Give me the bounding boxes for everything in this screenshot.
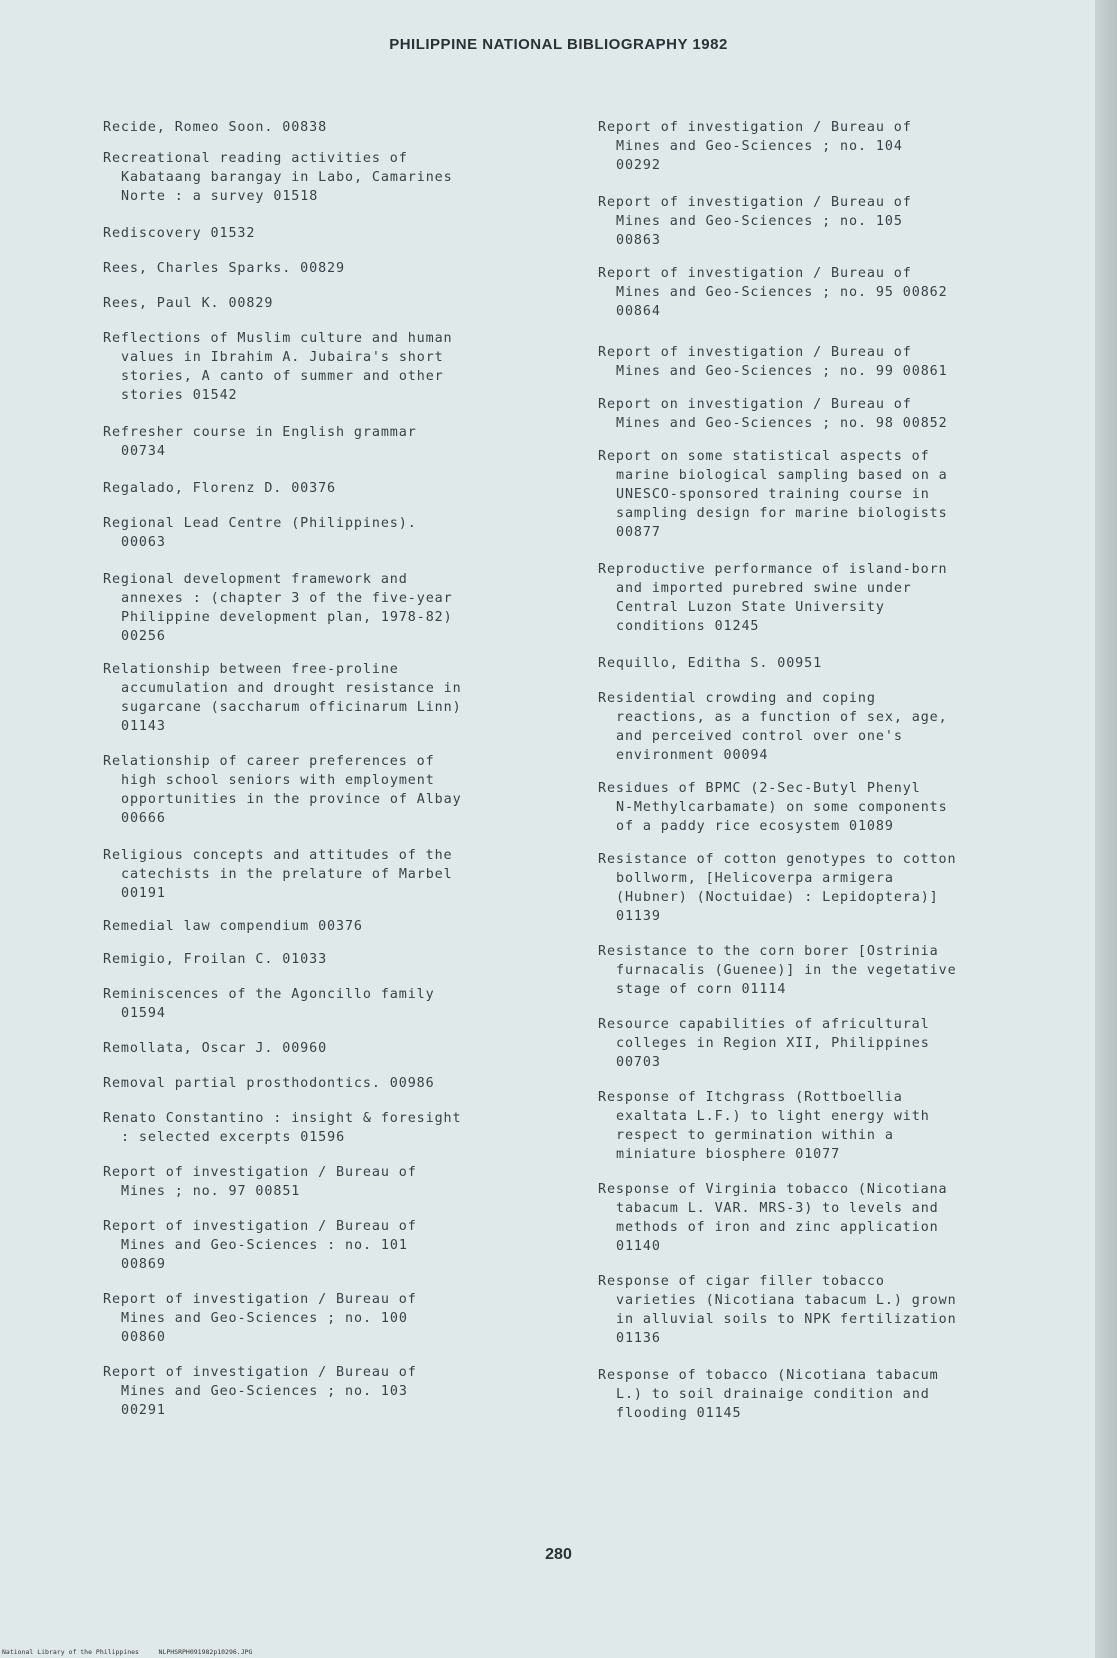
bibliography-entry	[103, 1363, 563, 1420]
bibliography-entry	[598, 850, 1058, 926]
entry-continuation-line: varieties (Nicotiana tabacum L.) grown	[616, 1293, 957, 1308]
entry-continuation-line: Mines and Geo-Sciences ; no. 103	[121, 1384, 408, 1399]
entry-continuation-line: opportunities in the province of Albay	[121, 792, 462, 807]
bibliography-entry	[598, 193, 1058, 250]
entry-continuation-line: 00869	[121, 1257, 166, 1272]
bibliography-entry	[598, 447, 1058, 542]
entry-continuation-line: Mines and Geo-Sciences ; no. 95 00862	[616, 285, 948, 300]
entry-heading-line: Reflections of Muslim culture and human	[103, 331, 453, 346]
entry-heading-line: Report of investigation / Bureau of	[598, 345, 912, 360]
bibliography-entry	[598, 560, 1058, 636]
entry-heading-line: Remollata, Oscar J. 00960	[103, 1041, 328, 1056]
bibliography-entry	[103, 423, 563, 461]
entry-heading-line: Residues of BPMC (2-Sec-Butyl Phenyl	[598, 781, 921, 796]
bibliography-entry	[103, 985, 563, 1023]
entry-continuation-line: and perceived control over one's	[616, 729, 903, 744]
bibliography-entry	[598, 395, 1058, 433]
entry-heading-line: Report of investigation / Bureau of	[103, 1219, 417, 1234]
entry-heading-line: Relationship between free-proline	[103, 662, 399, 677]
entry-heading-line: Relationship of career preferences of	[103, 754, 435, 769]
right-column	[598, 118, 1058, 1423]
bibliography-entry	[598, 343, 1058, 381]
entry-continuation-line: Mines ; no. 97 00851	[121, 1184, 301, 1199]
bibliography-entry	[103, 1039, 563, 1058]
page-title: PHILIPPINE NATIONAL BIBLIOGRAPHY 1982	[389, 36, 728, 53]
bibliography-entry	[598, 1088, 1058, 1164]
entry-heading-line: Rees, Paul K. 00829	[103, 296, 274, 311]
entry-continuation-line: 00877	[616, 525, 661, 540]
scan-footer-note: National Library of the Philippines NLPHSRPH091982p10296.JPG	[2, 1648, 253, 1656]
entry-continuation-line: sampling design for marine biologists	[616, 506, 948, 521]
entry-continuation-line: tabacum L. VAR. MRS-3) to levels and	[616, 1201, 939, 1216]
bibliography-entry	[598, 1272, 1058, 1348]
entry-heading-line: Response of Virginia tobacco (Nicotiana	[598, 1182, 948, 1197]
bibliography-entry	[103, 118, 563, 137]
entry-heading-line: Resistance to the corn borer [Ostrinia	[598, 944, 939, 959]
bibliography-entry	[103, 1074, 563, 1093]
entry-continuation-line: 00734	[121, 444, 166, 459]
bibliography-entry	[598, 1366, 1058, 1423]
bibliography-entry	[103, 846, 563, 903]
entry-continuation-line: 00860	[121, 1330, 166, 1345]
page-edge-shadow	[1095, 0, 1117, 1658]
entry-continuation-line: reactions, as a function of sex, age,	[616, 710, 948, 725]
entry-heading-line: Regalado, Florenz D. 00376	[103, 481, 337, 496]
entry-heading-line: Requillo, Editha S. 00951	[598, 656, 823, 671]
entry-heading-line: Report on some statistical aspects of	[598, 449, 930, 464]
entry-continuation-line: furnacalis (Guenee)] in the vegetative	[616, 963, 957, 978]
entry-continuation-line: 01139	[616, 909, 661, 924]
bibliography-entry	[598, 264, 1058, 321]
entry-continuation-line: stories 01542	[121, 388, 238, 403]
entry-heading-line: Residential crowding and coping	[598, 691, 876, 706]
entry-continuation-line: exaltata L.F.) to light energy with	[616, 1109, 930, 1124]
entry-continuation-line: L.) to soil drainaige condition and	[616, 1387, 930, 1402]
entry-continuation-line: and imported purebred swine under	[616, 581, 912, 596]
entry-continuation-line: bollworm, [Helicoverpa armigera	[616, 871, 894, 886]
entry-heading-line: Resistance of cotton genotypes to cotton	[598, 852, 957, 867]
entry-heading-line: Reproductive performance of island-born	[598, 562, 948, 577]
bibliography-entry	[103, 1217, 563, 1274]
entry-continuation-line: : selected excerpts 01596	[121, 1130, 346, 1145]
entry-continuation-line: Kabataang barangay in Labo, Camarines	[121, 170, 453, 185]
entry-heading-line: Refresher course in English grammar	[103, 425, 417, 440]
entry-continuation-line: Mines and Geo-Sciences ; no. 98 00852	[616, 416, 948, 431]
entry-continuation-line: values in Ibrahim A. Jubaira's short	[121, 350, 444, 365]
entry-heading-line: Rediscovery 01532	[103, 226, 256, 241]
entry-continuation-line: marine biological sampling based on a	[616, 468, 948, 483]
entry-continuation-line: Philippine development plan, 1978-82)	[121, 610, 453, 625]
entry-continuation-line: Mines and Geo-Sciences : no. 101	[121, 1238, 408, 1253]
entry-heading-line: Report of investigation / Bureau of	[598, 120, 912, 135]
entry-heading-line: Recreational reading activities of	[103, 151, 408, 166]
entry-heading-line: Remedial law compendium 00376	[103, 919, 363, 934]
entry-continuation-line: methods of iron and zinc application	[616, 1220, 939, 1235]
entry-heading-line: Report on investigation / Bureau of	[598, 397, 912, 412]
entry-continuation-line: UNESCO-sponsored training course in	[616, 487, 930, 502]
entry-heading-line: Rees, Charles Sparks. 00829	[103, 261, 345, 276]
bibliography-entry	[598, 654, 1058, 673]
entry-heading-line: Report of investigation / Bureau of	[103, 1365, 417, 1380]
bibliography-entry	[598, 942, 1058, 999]
left-column	[103, 118, 563, 1420]
bibliography-entry	[598, 779, 1058, 836]
entry-heading-line: Regional Lead Centre (Philippines).	[103, 516, 417, 531]
bibliography-entry	[103, 1163, 563, 1201]
entry-continuation-line: in alluvial soils to NPK fertilization	[616, 1312, 957, 1327]
entry-heading-line: Regional development framework and	[103, 572, 408, 587]
entry-continuation-line: colleges in Region XII, Philippines	[616, 1036, 930, 1051]
entry-continuation-line: flooding 01145	[616, 1406, 742, 1421]
entry-heading-line: Response of tobacco (Nicotiana tabacum	[598, 1368, 939, 1383]
entry-heading-line: Response of cigar filler tobacco	[598, 1274, 885, 1289]
entry-continuation-line: Mines and Geo-Sciences ; no. 100	[121, 1311, 408, 1326]
bibliography-entry	[598, 118, 1058, 175]
entry-continuation-line: accumulation and drought resistance in	[121, 681, 462, 696]
bibliography-entry	[103, 570, 563, 646]
entry-continuation-line: Mines and Geo-Sciences ; no. 104	[616, 139, 903, 154]
entry-heading-line: Report of investigation / Bureau of	[598, 195, 912, 210]
entry-continuation-line: 00863	[616, 233, 661, 248]
entry-continuation-line: N-Methylcarbamate) on some components	[616, 800, 948, 815]
entry-continuation-line: 00191	[121, 886, 166, 901]
entry-continuation-line: miniature biosphere 01077	[616, 1147, 841, 1162]
bibliography-entry	[103, 917, 563, 936]
entry-continuation-line: 00703	[616, 1055, 661, 1070]
bibliography-entry	[103, 479, 563, 498]
bibliography-entry	[598, 689, 1058, 765]
entry-continuation-line: environment 00094	[616, 748, 769, 763]
bibliography-entry	[103, 294, 563, 313]
bibliography-entry	[103, 660, 563, 736]
entry-continuation-line: of a paddy rice ecosystem 01089	[616, 819, 894, 834]
bibliography-entry	[103, 514, 563, 552]
entry-heading-line: Response of Itchgrass (Rottboellia	[598, 1090, 903, 1105]
entry-heading-line: Renato Constantino : insight & foresight	[103, 1111, 462, 1126]
bibliography-entry	[103, 752, 563, 828]
entry-heading-line: Resource capabilities of africultural	[598, 1017, 930, 1032]
entry-continuation-line: 01143	[121, 719, 166, 734]
entry-continuation-line: conditions 01245	[616, 619, 760, 634]
entry-continuation-line: catechists in the prelature of Marbel	[121, 867, 453, 882]
entry-heading-line: Removal partial prosthodontics. 00986	[103, 1076, 435, 1091]
entry-heading-line: Report of investigation / Bureau of	[103, 1292, 417, 1307]
entry-continuation-line: (Hubner) (Noctuidae) : Lepidoptera)]	[616, 890, 939, 905]
entry-continuation-line: 00864	[616, 304, 661, 319]
entry-continuation-line: Norte : a survey 01518	[121, 189, 319, 204]
entry-heading-line: Remigio, Froilan C. 01033	[103, 952, 328, 967]
entry-continuation-line: 01140	[616, 1239, 661, 1254]
bibliography-entry	[103, 1290, 563, 1347]
bibliography-entry	[103, 149, 563, 206]
entry-continuation-line: 01594	[121, 1006, 166, 1021]
bibliography-entry	[598, 1015, 1058, 1072]
entry-continuation-line: 00666	[121, 811, 166, 826]
bibliography-entry	[103, 950, 563, 969]
entry-heading-line: Report of investigation / Bureau of	[103, 1165, 417, 1180]
entry-continuation-line: 00291	[121, 1403, 166, 1418]
entry-continuation-line: annexes : (chapter 3 of the five-year	[121, 591, 453, 606]
entry-heading-line: Reminiscences of the Agoncillo family	[103, 987, 435, 1002]
page-number: 280	[545, 1546, 572, 1563]
entry-continuation-line: Mines and Geo-Sciences ; no. 99 00861	[616, 364, 948, 379]
entry-continuation-line: high school seniors with employment	[121, 773, 435, 788]
bibliography-entry	[103, 224, 563, 243]
entry-continuation-line: sugarcane (saccharum officinarum Linn)	[121, 700, 462, 715]
bibliography-entry	[103, 1109, 563, 1147]
entry-continuation-line: stage of corn 01114	[616, 982, 787, 997]
entry-heading-line: Recide, Romeo Soon. 00838	[103, 120, 328, 135]
bibliography-entry	[598, 1180, 1058, 1256]
bibliography-entry	[103, 259, 563, 278]
entry-heading-line: Religious concepts and attitudes of the	[103, 848, 453, 863]
entry-continuation-line: 00292	[616, 158, 661, 173]
entry-continuation-line: respect to germination within a	[616, 1128, 894, 1143]
entry-continuation-line: Central Luzon State University	[616, 600, 885, 615]
bibliography-entry	[103, 329, 563, 405]
entry-heading-line: Report of investigation / Bureau of	[598, 266, 912, 281]
entry-continuation-line: 00063	[121, 535, 166, 550]
entry-continuation-line: Mines and Geo-Sciences ; no. 105	[616, 214, 903, 229]
entry-continuation-line: stories, A canto of summer and other	[121, 369, 444, 384]
entry-continuation-line: 00256	[121, 629, 166, 644]
entry-continuation-line: 01136	[616, 1331, 661, 1346]
